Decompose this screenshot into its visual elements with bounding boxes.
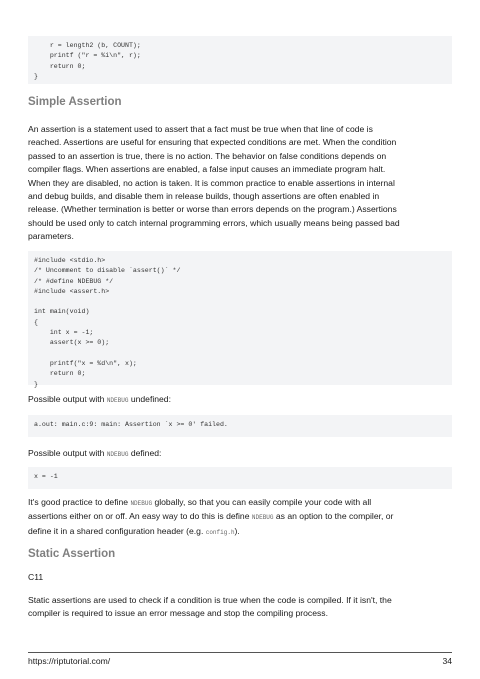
code-line: printf ("r = %i\n", r); bbox=[34, 52, 141, 60]
text-fragment: define it in a shared configuration header (e.g. bbox=[28, 525, 206, 536]
inline-code: NDEBUG bbox=[130, 500, 153, 507]
text-fragment: as an option to the compiler, or bbox=[273, 511, 394, 522]
footer-url: https://riptutorial.com/ bbox=[28, 656, 111, 666]
text-line: An assertion is a statement used to assert that a fact must be true when that line of code is bbox=[28, 124, 373, 134]
text-fragment: It's good practice to define bbox=[28, 497, 131, 507]
inline-code: NDEBUG bbox=[251, 514, 274, 522]
code-block-assert-example bbox=[28, 251, 452, 388]
code-line: /* Uncomment to disable `assert()` */ bbox=[34, 267, 181, 275]
footer-divider bbox=[28, 652, 452, 653]
text-line: passed to an assertion is true, there is no action. The behavior on false conditions depends on bbox=[28, 150, 387, 161]
text-fragment: Possible output with bbox=[28, 394, 107, 404]
text-line: reached. Assertions are useful for ensuring that expected conditions are met. When the condition bbox=[28, 137, 397, 148]
code-line: } bbox=[34, 380, 38, 388]
text-line: When they are disabled, no action is taken. It is common practice to enable assertions in internal bbox=[28, 177, 395, 188]
text-line bbox=[28, 525, 454, 539]
text-line: compiler flags. When assertions are enabled, a false input causes an immediate program halt. bbox=[28, 164, 386, 175]
code-line: int x = -1; bbox=[34, 329, 94, 337]
code-line: } bbox=[34, 72, 38, 80]
heading-static-assertion: Static Assertion bbox=[28, 548, 116, 560]
text-fragment: assertions either on or off. An easy way to do this is define bbox=[28, 511, 252, 522]
text-line: Static assertions are used to check if a condition is true when the code is compiled. If it isn't, the bbox=[28, 595, 392, 605]
code-line: /* #define NDEBUG */ bbox=[34, 277, 114, 285]
text-line: parameters. bbox=[28, 231, 74, 242]
code-line: assert(x >= 0); bbox=[34, 339, 110, 347]
paragraph-assertion-intro bbox=[28, 123, 454, 244]
inline-code: NDEBUG bbox=[106, 451, 129, 458]
heading-simple-assertion: Simple Assertion bbox=[28, 96, 122, 108]
text-line: should be used only to catch internal programming errors, which usually means being passed bad bbox=[28, 217, 400, 228]
code-line bbox=[34, 349, 446, 359]
text-line bbox=[28, 496, 454, 510]
code-line: int main(void) bbox=[34, 308, 90, 316]
text-line: and debug builds, and disable them in release builds, though assertions are often enabled in bbox=[28, 191, 380, 202]
code-block-output-undefined bbox=[28, 415, 452, 437]
code-line: printf("x = %d\n", x); bbox=[34, 359, 137, 367]
text-line: release. (Whether termination is better or worse than errors depends on the program.) Assertions bbox=[28, 204, 397, 215]
text-fragment: Possible output with bbox=[28, 448, 107, 458]
code-block-output-defined bbox=[28, 467, 452, 489]
code-line: a.out: main.c:9: main: Assertion `x >= 0' failed. bbox=[34, 421, 228, 428]
text-fragment: undefined: bbox=[128, 394, 171, 404]
possible-output-defined bbox=[28, 447, 454, 461]
code-line: x = -1 bbox=[34, 473, 58, 480]
paragraph-static-assertion bbox=[28, 594, 454, 621]
code-line: #include <stdio.h> bbox=[34, 257, 106, 264]
paragraph-ndebug-practice bbox=[28, 496, 454, 539]
code-line: { bbox=[34, 318, 38, 326]
code-line: return 0; bbox=[34, 62, 86, 70]
possible-output-undefined bbox=[28, 393, 454, 407]
page-number: 34 bbox=[442, 656, 452, 666]
text-fragment: ). bbox=[234, 525, 240, 536]
code-line bbox=[34, 297, 446, 307]
inline-code: config.h bbox=[205, 528, 235, 536]
text-line bbox=[28, 510, 454, 524]
code-block-top bbox=[28, 36, 452, 84]
code-line: return 0; bbox=[34, 370, 86, 378]
text-fragment: globally, so that you can easily compile your code with all bbox=[152, 497, 372, 507]
code-line: r = length2 (b, COUNT); bbox=[34, 42, 141, 49]
text-line: compiler is required to issue an error message and stop the compiling process. bbox=[28, 608, 328, 619]
c11-label: C11 bbox=[28, 572, 44, 582]
code-line: #include <assert.h> bbox=[34, 287, 110, 295]
text-fragment: defined: bbox=[128, 448, 162, 458]
inline-code: NDEBUG bbox=[106, 397, 129, 404]
